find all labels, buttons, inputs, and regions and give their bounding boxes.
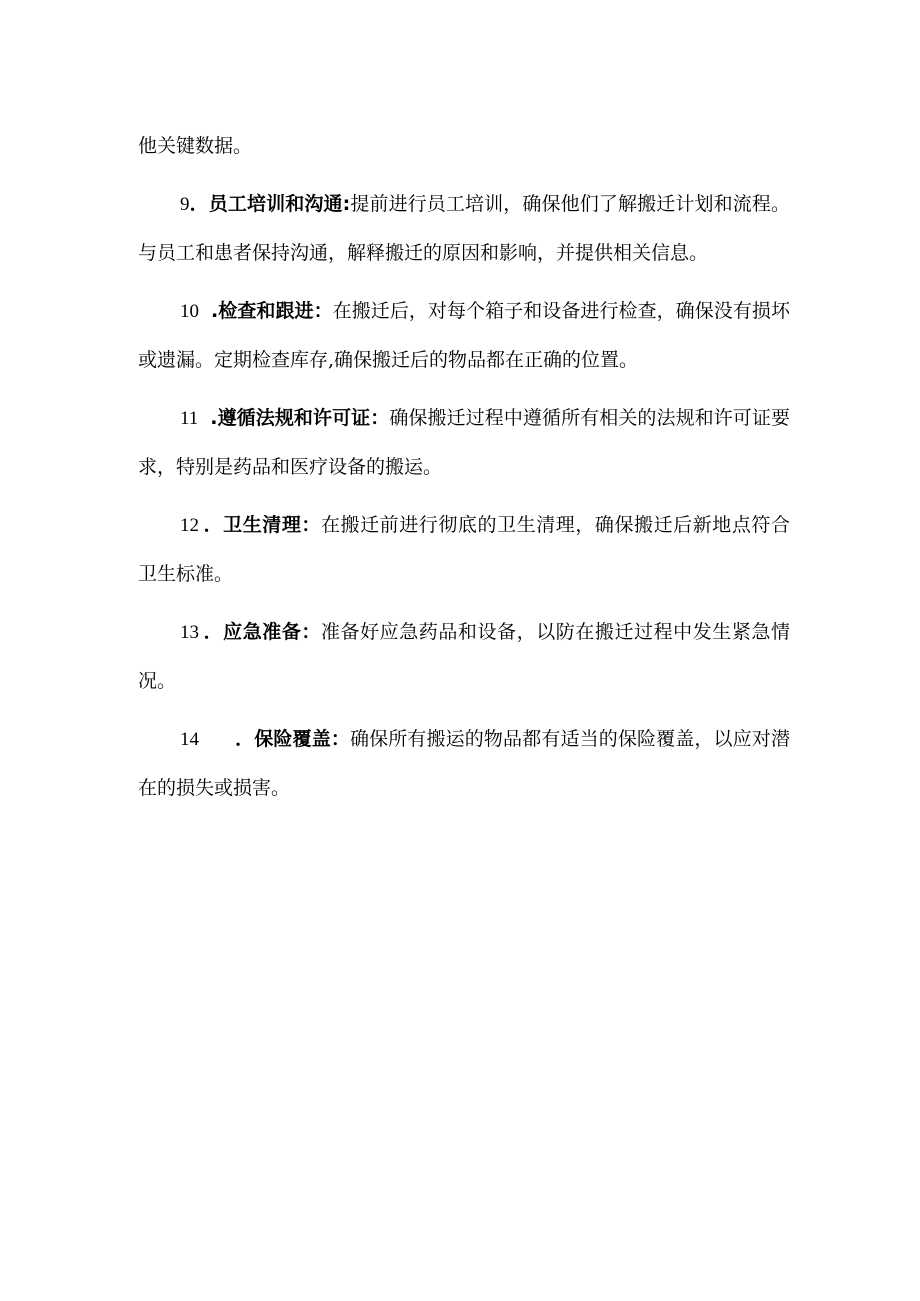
item-text: 在搬迁前进行彻底的卫生清理，确保搬迁后新地点符合卫生标准。 (138, 514, 790, 585)
item-heading: 应急准备 (223, 621, 302, 643)
item-heading: 卫生清理 (223, 514, 302, 536)
item-number: 13 (180, 622, 199, 643)
item-separator: . (211, 300, 219, 322)
list-item-13 (138, 608, 790, 705)
item-colon: : (342, 193, 351, 215)
continuation-paragraph: 他关键数据。 (138, 135, 253, 157)
item-colon: ： (330, 728, 350, 750)
item-heading: 员工培训和沟通 (208, 193, 343, 215)
item-colon: ： (301, 514, 321, 536)
list-item-12 (138, 501, 790, 598)
item-text: 确保所有搬运的物品都有适当的保险覆盖，以应对潜在的损失或损害。 (138, 728, 790, 799)
item-heading: 遵循法规和许可证 (217, 407, 371, 429)
list-item-9 (138, 180, 790, 277)
item-number: 14 (180, 729, 199, 750)
item-text: 提前进行员工培训，确保他们了解搬迁计划和流程。与员工和患者保持沟通，解释搬迁的原因和影响，并提供相关信息。 (138, 193, 790, 264)
item-separator: ． (203, 514, 224, 536)
item-number: 10 (180, 301, 199, 322)
item-heading: 检查和跟进 (218, 300, 314, 322)
list-item-10 (138, 287, 790, 384)
document-page (138, 122, 790, 822)
item-heading: 保险覆盖 (254, 728, 331, 750)
item-separator: ． (235, 728, 255, 750)
item-colon: ： (301, 621, 321, 643)
item-text: 准备好应急药品和设备，以防在搬迁过程中发生紧急情况。 (138, 621, 790, 692)
item-colon: ： (313, 300, 333, 322)
list-item-14 (138, 715, 790, 812)
list-item-11 (138, 394, 790, 491)
item-number: 12 (180, 515, 199, 536)
item-number: 11 (180, 408, 199, 429)
item-text: 确保搬迁过程中遵循所有相关的法规和许可证要求，特别是药品和医疗设备的搬运。 (138, 407, 790, 478)
item-separator: ． (189, 193, 209, 215)
item-text: 在搬迁后，对每个箱子和设备进行检查，确保没有损坏或遗漏。定期检查库存,确保搬迁后的物品都在正确的位置。 (138, 300, 790, 371)
item-colon: ： (370, 407, 390, 429)
item-number: 9 (180, 194, 190, 215)
item-separator: ． (203, 621, 224, 643)
item-separator: . (210, 407, 218, 429)
